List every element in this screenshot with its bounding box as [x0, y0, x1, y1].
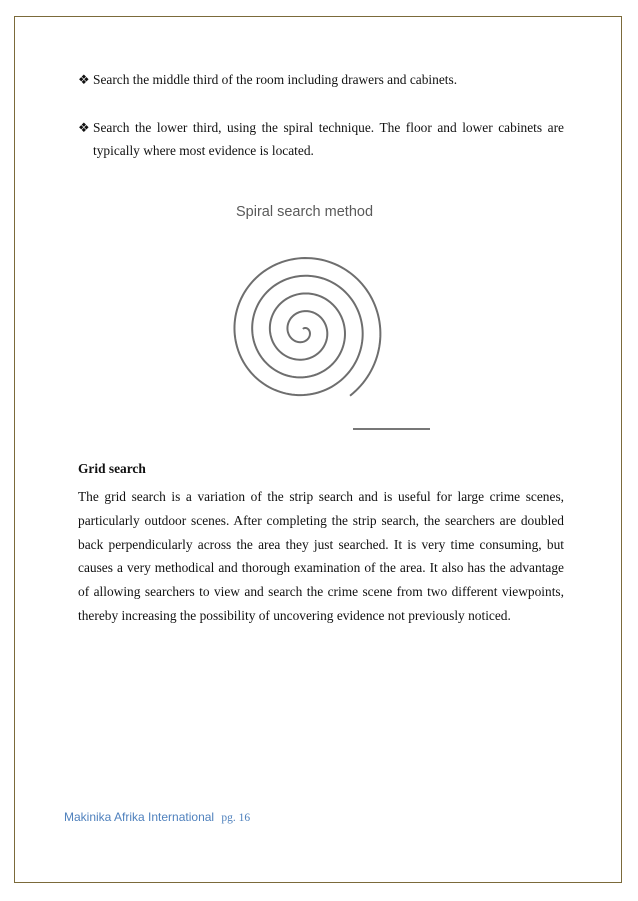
spiral-figure — [218, 198, 438, 438]
spiral-line — [234, 258, 380, 396]
bullet-item-middle-third — [78, 68, 564, 91]
page-number: pg. 16 — [221, 812, 251, 824]
bullet-item-lower-third — [78, 116, 564, 162]
section-heading: Grid search — [78, 461, 146, 476]
bullet-text: Search the middle third of the room including drawers and cabinets. — [93, 72, 458, 87]
diamond-bullet-icon: ❖ — [78, 72, 90, 87]
footer-org: Makinika Afrika International — [64, 810, 215, 824]
figure-title: Spiral search method — [236, 204, 374, 220]
page-footer — [64, 810, 250, 824]
section-paragraph: The grid search is a variation of the strip search and is useful for large crime scenes, particularly outdoor scenes. After completing the strip search, the searchers are doubled back perpendicularly across the area they just searched. It is very time consuming, but causes a very methodical and thorough examination of the area. It also has the advantage of allowing searchers to view and search the crime scene from two different viewpoints, thereby increasing the possibility of uncovering evidence not previously noticed. — [78, 489, 564, 623]
bullet-text: Search the lower third, using the spiral technique. The floor and lower cabinets are typically where most evidence is located. — [93, 120, 564, 158]
spiral-drawing — [218, 198, 438, 438]
diamond-bullet-icon: ❖ — [78, 120, 90, 135]
